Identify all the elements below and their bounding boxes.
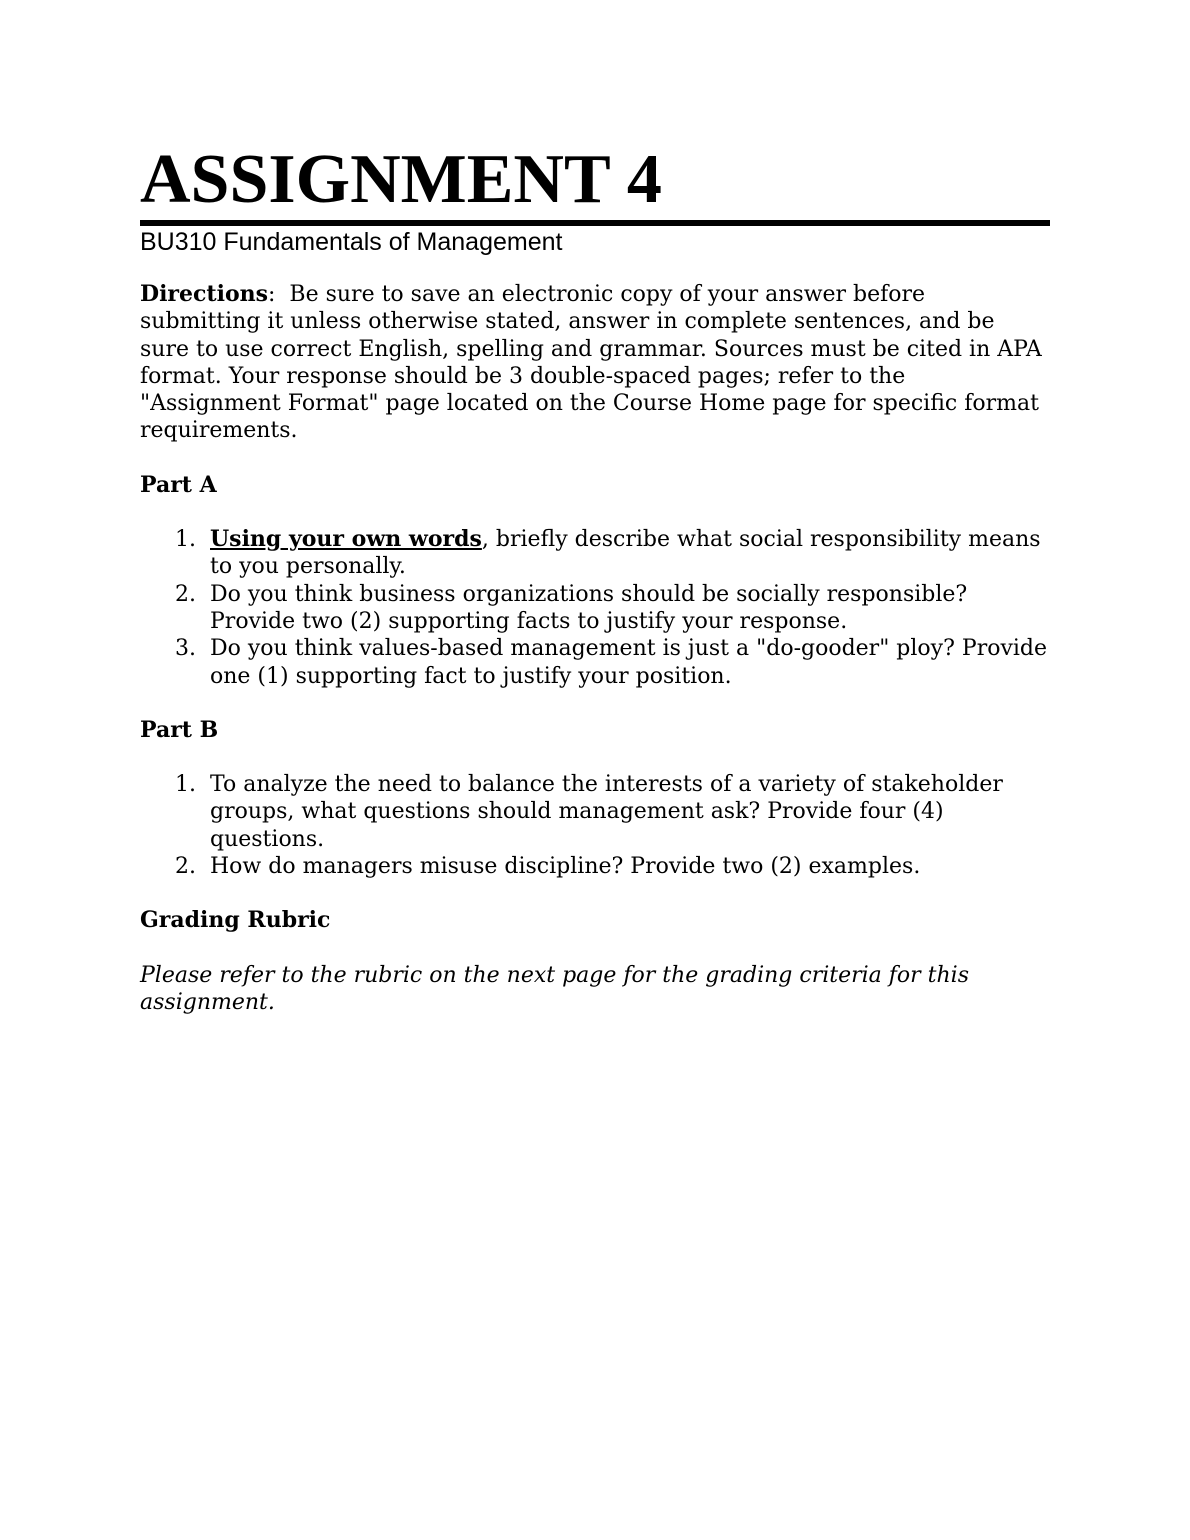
part-b-question bbox=[140, 771, 1050, 853]
question-text: To analyze the need to balance the interests of a variety of stakeholder groups, what questions should management ask? Provide four (4) questions. bbox=[210, 772, 1003, 852]
directions-separator: : bbox=[268, 282, 276, 307]
question-number: 2. bbox=[175, 854, 196, 880]
part-b-question-list bbox=[140, 771, 1050, 880]
grading-rubric-heading: Grading Rubric bbox=[140, 907, 331, 934]
question-text: Do you think values-based management is just a "do-gooder" ploy? Provide one (1) supporting fact to justify your position. bbox=[210, 636, 1048, 689]
question-number: 2. bbox=[175, 581, 196, 607]
part-a-question bbox=[140, 526, 1050, 581]
question-emphasis: Using your own words bbox=[210, 526, 482, 553]
part-a-question bbox=[140, 635, 1050, 690]
directions-text: Be sure to save an electronic copy of your answer before submitting it unless otherwise stated, answer in complete sentences, and be sure to use correct English, spelling and grammar. Sources must be cited in APA format. Your response should be 3 double-spaced pages; refer to the "Assignment Format" page located on the Course Home page for specific format requirements. bbox=[140, 282, 1042, 444]
question-text: Do you think business organizations should be socially responsible? Provide two (2) supporting facts to justify your response. bbox=[210, 581, 968, 634]
directions-paragraph bbox=[140, 281, 1050, 445]
part-a-question bbox=[140, 581, 1050, 636]
question-text: , briefly describe what social responsibility means to you personally. bbox=[210, 527, 1041, 580]
question-number: 1. bbox=[175, 527, 196, 553]
part-b-heading: Part B bbox=[140, 716, 219, 743]
question-number: 3. bbox=[175, 636, 196, 662]
course-subtitle: BU310 Fundamentals of Management bbox=[140, 228, 563, 256]
grading-rubric-note: Please refer to the rubric on the next page for the grading criteria for this assignment. bbox=[140, 962, 970, 1015]
question-text: How do managers misuse discipline? Provide two (2) examples. bbox=[210, 854, 921, 880]
part-b-question bbox=[140, 853, 1050, 880]
question-number: 1. bbox=[175, 772, 196, 798]
directions-label: Directions bbox=[140, 281, 268, 307]
part-a-heading: Part A bbox=[140, 471, 217, 498]
page-title: ASSIGNMENT 4 bbox=[140, 141, 662, 218]
document-page bbox=[140, 140, 1050, 1016]
part-a-question-list bbox=[140, 526, 1050, 690]
